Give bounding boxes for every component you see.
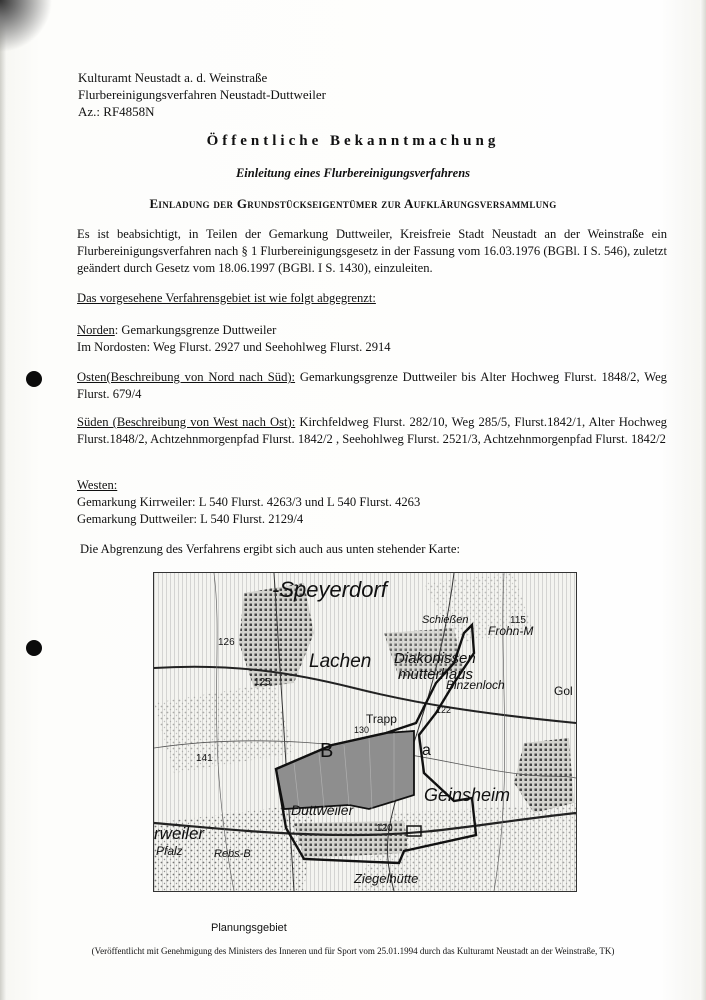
- page-edge-right: [700, 0, 706, 1000]
- label-115: 115: [510, 615, 526, 626]
- east-section: [77, 369, 667, 403]
- label-rweiler: rweiler: [154, 824, 205, 843]
- north-label: Norden: [77, 323, 115, 337]
- label-gol: Gol: [554, 684, 573, 698]
- south-label: Süden (Beschreibung von West nach Ost):: [77, 415, 296, 429]
- invitation-heading: Einladung der Grundstückseigentümer zur Aufklärungsversammlung: [149, 196, 557, 211]
- publication-note: (Veröffentlicht mit Genehmigung des Ministers des Inneren und für Sport vom 25.01.1994 durch das Kulturamt Neustadt an der Weinstraße, TK): [91, 946, 615, 956]
- label-a: a: [422, 742, 431, 759]
- area-heading: Das vorgesehene Verfahrensgebiet ist wie folgt abgegrenzt:: [77, 291, 376, 305]
- label-130: 130: [354, 725, 370, 735]
- west-line-1: Gemarkung Kirrweiler: L 540 Flurst. 4263/3 und L 540 Flurst. 4263: [77, 495, 421, 509]
- label-trapp: Trapp: [366, 712, 397, 726]
- south-text: Kirchfeldweg Flurst. 282/10, Weg 285/5, Flurst.1842/1, Alter Hochweg Flurst.1848/2, Achtzehnmorgenpfad Flurst. 1842/2 , Seehohlweg Flurst. 2521/3, Achtzehnmorgenpfad Flurst. 1842/2: [77, 415, 667, 446]
- label-ziegelhutte: Ziegelhütte: [354, 871, 419, 886]
- west-line-2: Gemarkung Duttweiler: L 540 Flurst. 2129/4: [77, 512, 304, 526]
- procedure-name: Flurbereinigungsverfahren Neustadt-Duttweiler: [78, 87, 327, 102]
- office-name: Kulturamt Neustadt a. d. Weinstraße: [78, 70, 268, 85]
- label-diakonissen: Diakonissen: [394, 650, 476, 667]
- label-122: 122: [436, 705, 452, 715]
- label-125: 125: [254, 677, 271, 688]
- label-geinsheim: Geinsheim: [424, 785, 511, 805]
- east-label: Osten(Beschreibung von Nord nach Süd):: [77, 370, 296, 384]
- label-duttweiler: Duttweiler: [291, 802, 354, 818]
- label-speyerdorf: -Speyerdorf: [272, 577, 387, 602]
- map-caption: Planungsgebiet: [211, 922, 287, 934]
- northeast-text: Im Nordosten: Weg Flurst. 2927 und Seehohlweg Flurst. 2914: [77, 340, 391, 354]
- label-120: 120: [376, 823, 393, 834]
- north-section: [77, 322, 667, 356]
- page-subtitle: Einleitung eines Flurbereinigungsverfahrens: [235, 166, 471, 180]
- east-text: Gemarkungsgrenze Duttweiler bis Alter Hochweg Flurst. 1848/2, Weg Flurst. 679/4: [77, 370, 667, 401]
- label-schiessen: Schießen: [422, 614, 469, 626]
- scan-shadow: [0, 0, 60, 60]
- label-126: 126: [218, 637, 235, 648]
- map-graphic: [154, 573, 576, 891]
- label-mutterhaus: mutterhaus: [398, 666, 474, 683]
- label-b: B: [320, 740, 334, 762]
- west-label: Westen:: [77, 478, 118, 492]
- page-edge-left: [0, 0, 6, 1000]
- punch-hole-bottom: [26, 640, 42, 656]
- punch-hole-top: [26, 371, 42, 387]
- west-section: [77, 477, 667, 528]
- label-pfalz: Pfalz: [156, 844, 183, 858]
- south-section: [77, 414, 667, 448]
- intro-paragraph: Es ist beabsichtigt, in Teilen der Gemarkung Duttweiler, Kreisfreie Stadt Neustadt an der Weinstraße ein Flurbereinigungsverfahren nach § 1 Flurbereinigungsgesetz in der Fassung vom 16.03.1976 (BGBl. I S. 546), zuletzt geändert durch Gesetz vom 18.06.1997 (BGBl. I S. 1430), einzuleiten.: [77, 227, 667, 275]
- label-141: 141: [196, 753, 213, 764]
- map-intro: Die Abgrenzung des Verfahrens ergibt sich auch aus unten stehender Karte:: [80, 542, 461, 556]
- label-binzenloch: Binzenloch: [446, 678, 505, 692]
- north-text: : Gemarkungsgrenze Duttweiler: [114, 323, 277, 337]
- area-map: [153, 572, 577, 892]
- file-reference: Az.: RF4858N: [78, 104, 155, 119]
- label-rebs: Rebs-B: [214, 848, 251, 860]
- label-lachen: Lachen: [309, 651, 372, 672]
- label-frohnm: Frohn-M: [488, 624, 534, 638]
- page-title: Öffentliche Bekanntmachung: [206, 133, 500, 149]
